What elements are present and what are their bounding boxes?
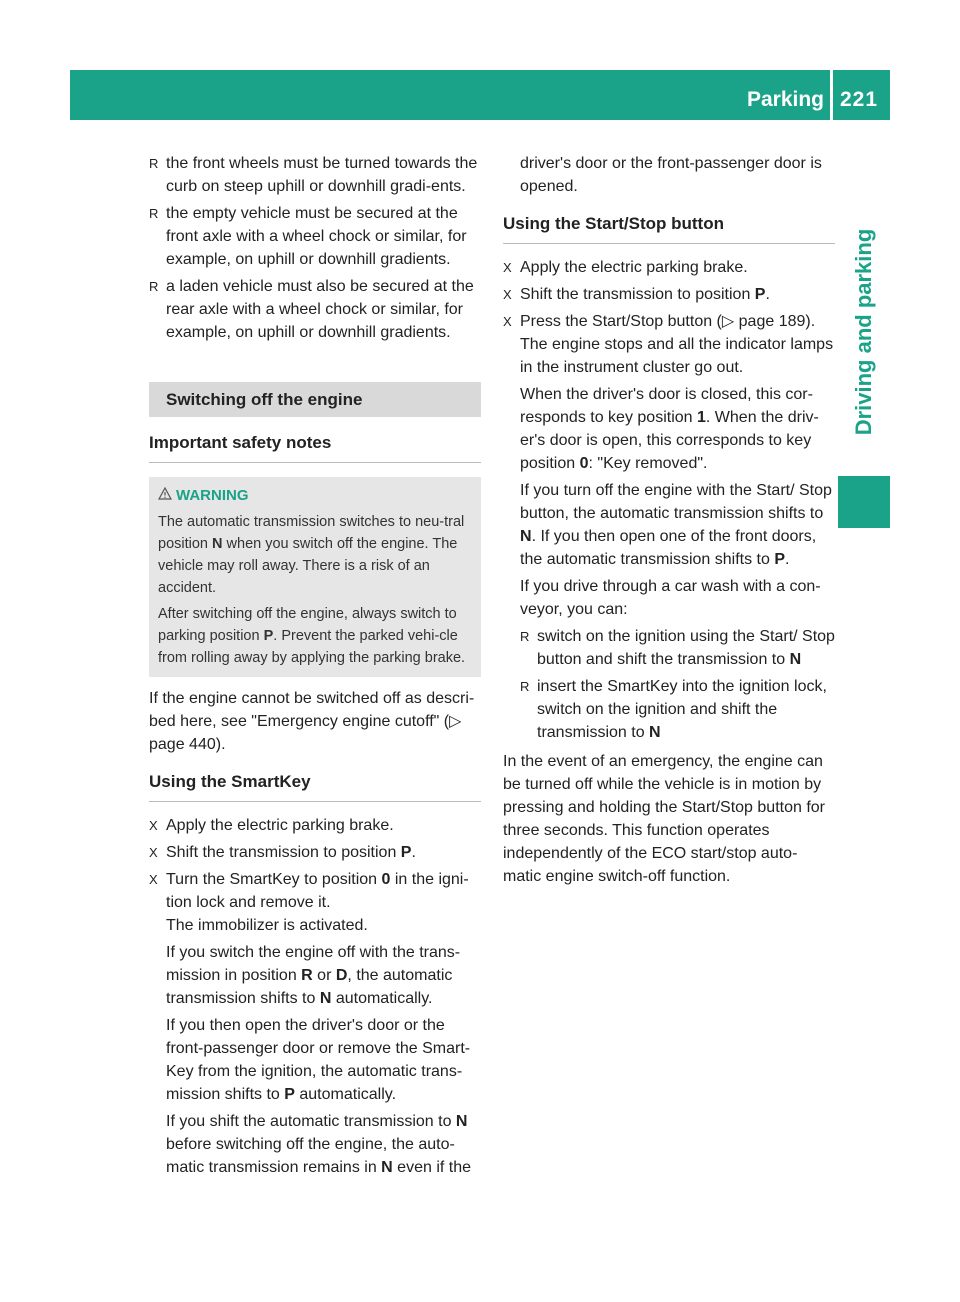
- warning-box: [149, 477, 481, 677]
- page-ref-icon: ▷: [721, 313, 735, 330]
- header-divider: [830, 70, 833, 120]
- warning-triangle-icon: [158, 485, 176, 507]
- step-detail: If you turn off the engine with the Start/ Stop button, the automatic transmission shifts to N. If you then open one of the front doors, the automatic transmission shifts to P.: [520, 482, 832, 568]
- bullet-marker: R: [520, 629, 530, 644]
- instruction-step: X Press the Start/Stop button (▷ page 189). The engine stops and all the indicator lamps in the instrument cluster go out.: [503, 310, 835, 379]
- step-detail: If you drive through a car wash with a con-veyor, you can:: [520, 578, 821, 618]
- instruction-step: X Shift the transmission to position P.: [503, 283, 835, 306]
- page-number: 221: [840, 88, 879, 111]
- subheading-smartkey: Using the SmartKey: [149, 770, 481, 802]
- instruction-step: X Shift the transmission to position P.: [149, 841, 481, 864]
- instruction-step: X Turn the SmartKey to position 0 in the igni-tion lock and remove it. The immobilizer is activated.: [149, 868, 481, 937]
- cutoff-note: If the engine cannot be switched off as descri-bed here, see "Emergency engine cutoff" (▷ page 440).: [149, 690, 475, 753]
- sub-list: [503, 625, 835, 744]
- bullet-marker: R: [149, 156, 159, 171]
- header-section-title: Parking: [746, 88, 824, 111]
- continued-text: driver's door or the front-passenger door is opened.: [520, 155, 822, 195]
- bullet-marker: R: [149, 206, 159, 221]
- warning-text: The automatic transmission switches to neu-tral position N when you switch off the engine. The vehicle may roll away. There is a risk of an accident.: [158, 514, 465, 596]
- step-detail: When the driver's door is closed, this cor-responds to key position 1. When the driv-er's door is open, this corresponds to key position 0: "Key removed".: [520, 386, 819, 472]
- section-title: Switching off the engine: [149, 382, 481, 417]
- bullet-marker: R: [149, 279, 159, 294]
- warning-text: After switching off the engine, always switch to parking position P. Prevent the parked vehi-cle from rolling away by applying the parking brake.: [158, 606, 466, 666]
- step-marker: X: [503, 287, 512, 302]
- step-marker: X: [149, 872, 158, 887]
- instruction-step: X Apply the electric parking brake.: [149, 814, 481, 837]
- page-ref-icon: ▷: [449, 713, 462, 730]
- bullet-marker: R: [520, 679, 530, 694]
- right-column: [503, 152, 835, 888]
- subheading-safety-notes: Important safety notes: [149, 431, 481, 463]
- subheading-start-stop: Using the Start/Stop button: [503, 212, 835, 244]
- step-marker: X: [149, 845, 158, 860]
- step-marker: X: [503, 314, 512, 329]
- list-item: R switch on the ignition using the Start/ Stop button and shift the transmission to N: [520, 625, 835, 671]
- list-item: R the front wheels must be turned towards the curb on steep uphill or downhill gradi-ents.: [149, 152, 481, 198]
- warning-header: [158, 485, 472, 507]
- instruction-step: X Apply the electric parking brake.: [503, 256, 835, 279]
- side-tab-marker: [838, 476, 890, 528]
- step-detail: If you switch the engine off with the trans-mission in position R or D, the automatic transmission shifts to N automatically.: [166, 944, 461, 1007]
- list-item: R insert the SmartKey into the ignition lock, switch on the ignition and shift the transmission to N: [520, 675, 835, 744]
- step-marker: X: [503, 260, 512, 275]
- warning-title: WARNING: [176, 487, 249, 504]
- emergency-note: In the event of an emergency, the engine can be turned off while the vehicle is in motion by pressing and holding the Start/Stop button for three seconds. This function operates independently of the ECO start/stop auto-matic engine switch-off function.: [503, 753, 825, 885]
- step-detail: If you then open the driver's door or the front-passenger door or remove the Smart-Key from the ignition, the automatic trans-mission shifts to P automatically.: [166, 1017, 471, 1103]
- list-item: R the empty vehicle must be secured at the front axle with a wheel chock or similar, for example, on uphill or downhill gradients.: [149, 202, 481, 271]
- left-column: [149, 152, 481, 1179]
- step-detail: If you shift the automatic transmission to N before switching off the engine, the auto-matic transmission remains in N even if the: [166, 1113, 472, 1176]
- side-tab-label: Driving and parking: [851, 228, 876, 436]
- list-item: R a laden vehicle must also be secured at the rear axle with a wheel chock or similar, for example, on uphill or downhill gradients.: [149, 275, 481, 344]
- step-marker: X: [149, 818, 158, 833]
